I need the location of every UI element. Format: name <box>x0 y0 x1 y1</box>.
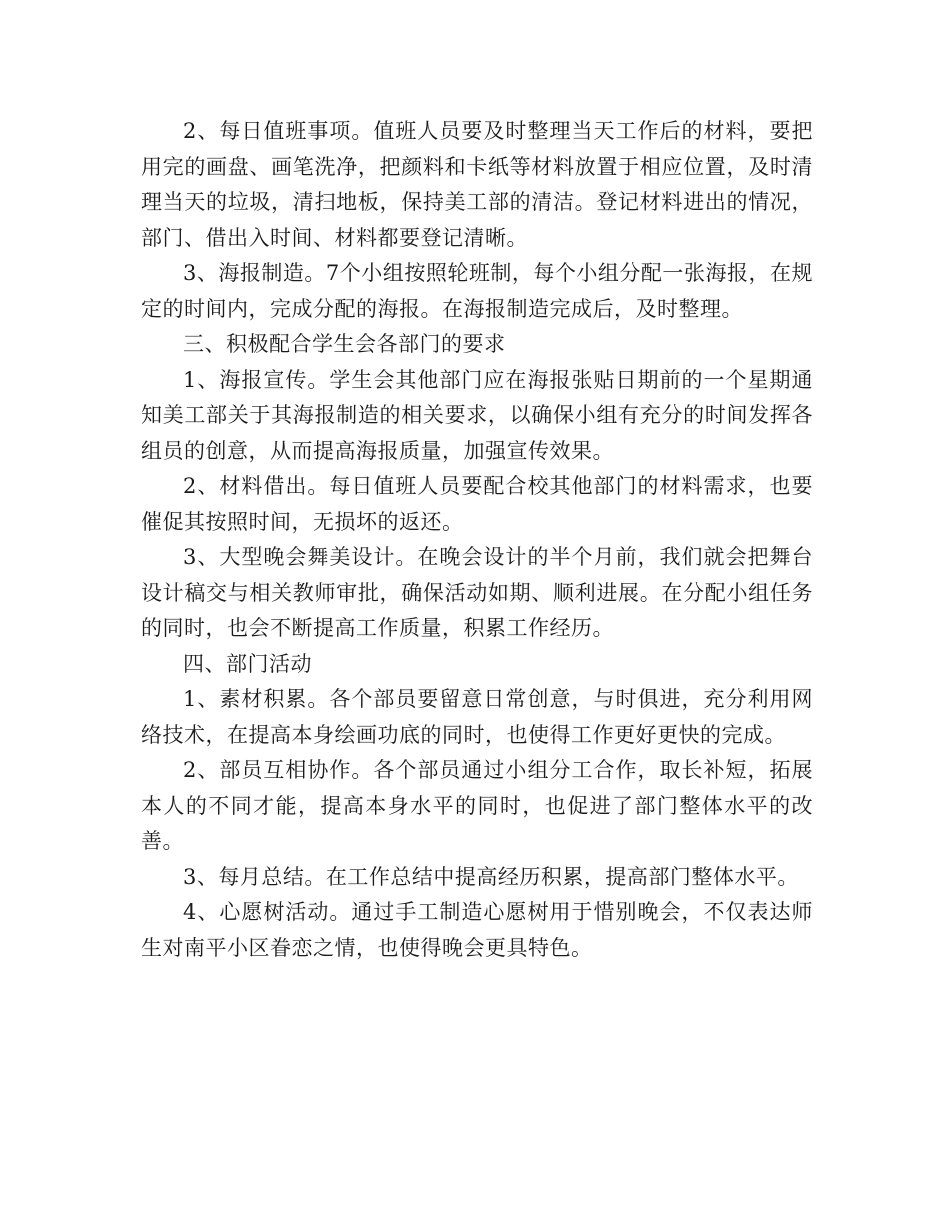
paragraph-duty-items: 2、每日值班事项。值班人员要及时整理当天工作后的材料，要把用完的画盘、画笔洗净，把颜料和卡纸等材料放置于相应位置，及时清理当天的垃圾，清扫地板，保持美工部的清洁。登记材料进出的情况，部门、借出入时间、材料都要登记清晰。 <box>141 119 813 250</box>
paragraph-monthly-summary: 3、每月总结。在工作总结中提高经历积累，提高部门整体水平。 <box>183 864 799 889</box>
paragraph-poster-promotion: 1、海报宣传。学生会其他部门应在海报张贴日期前的一个星期通知美工部关于其海报制造的相关要求，以确保小组有充分的时间发挥各组员的创意，从而提高海报质量，加强宣传效果。 <box>141 367 813 463</box>
section-heading-cooperation: 三、积极配合学生会各部门的要求 <box>183 332 506 356</box>
paragraph-collaboration: 2、部员互相协作。各个部员通过小组分工合作，取长补短，拓展本人的不同才能，提高本身水平的同时，也促进了部门整体水平的改善。 <box>141 758 813 853</box>
document-body <box>141 114 813 966</box>
paragraph-wish-tree: 4、心愿树活动。通过手工制造心愿树用于惜别晚会，不仅表达师生对南平小区眷恋之情，也使得晚会更具特色。 <box>141 900 813 960</box>
section-heading-activities: 四、部门活动 <box>183 651 312 676</box>
paragraph-material-lending: 2、材料借出。每日值班人员要配合校其他部门的材料需求，也要催促其按照时间，无损坏的返还。 <box>141 474 813 534</box>
paragraph-stage-design: 3、大型晚会舞美设计。在晚会设计的半个月前，我们就会把舞台设计稿交与相关教师审批，确保活动如期、顺利进展。在分配小组任务的同时，也会不断提高工作质量，积累工作经历。 <box>141 545 813 640</box>
paragraph-poster-making: 3、海报制造。7个小组按照轮班制，每个小组分配一张海报，在规定的时间内，完成分配的海报。在海报制造完成后，及时整理。 <box>141 261 813 321</box>
paragraph-material-accumulation: 1、素材积累。各个部员要留意日常创意，与时俱进，充分利用网络技术，在提高本身绘画功底的同时，也使得工作更好更快的完成。 <box>141 687 813 747</box>
